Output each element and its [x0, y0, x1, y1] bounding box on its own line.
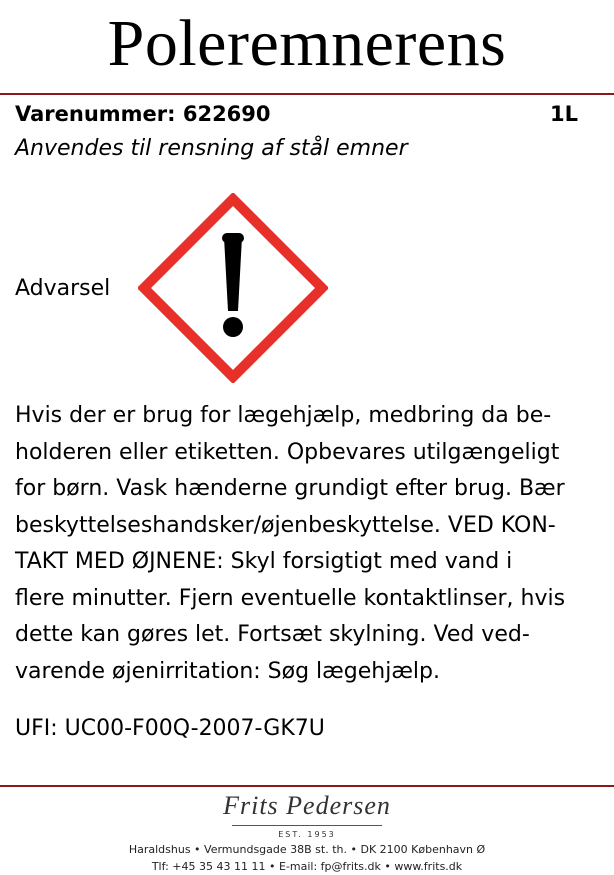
usage-description: Anvendes til rensning af stål emner	[15, 136, 408, 161]
top-divider	[0, 93, 614, 95]
statement-line: TAKT MED ØJNENE: Skyl forsigtigt med vand i	[15, 549, 513, 574]
statement-line: Hvis der er brug for lægehjælp, medbring da be-	[15, 403, 552, 428]
company-contact: Tlf: +45 35 43 11 11 • E-mail: fp@frits.dk • www.frits.dk	[151, 860, 463, 873]
brand-name: Frits Pedersen	[223, 791, 391, 820]
precautionary-statements	[15, 398, 600, 690]
logo-divider	[232, 825, 382, 826]
company-address: Haraldshus • Vermundsgade 38B st. th. • DK 2100 København Ø	[128, 843, 486, 856]
statement-line: for børn. Vask hænderne grundigt efter brug. Bær	[15, 476, 565, 501]
established-year: EST. 1953	[278, 830, 336, 839]
statement-line: flere minutter. Fjern eventuelle kontaktlinser, hvis	[15, 585, 566, 611]
ghs-exclamation-mark-icon	[138, 193, 328, 383]
statement-line: holderen eller etiketten. Opbevares utilgængeligt	[15, 439, 560, 465]
company-logo	[0, 790, 614, 839]
statement-line: varende øjenirritation: Søg lægehjælp.	[15, 658, 440, 684]
signal-word: Advarsel	[15, 276, 111, 301]
bottom-divider	[0, 785, 614, 787]
item-number: Varenummer: 622690	[15, 102, 271, 126]
product-title: Poleremnerens	[107, 7, 507, 80]
volume: 1L	[550, 102, 578, 126]
item-row	[15, 99, 578, 129]
statement-line: beskyttelseshandsker/øjenbeskyttelse. VED KON-	[15, 512, 556, 538]
ufi-code: UFI: UC00-F00Q-2007-GK7U	[15, 716, 325, 741]
statement-line: dette kan gøres let. Fortsæt skylning. Ved ved-	[15, 622, 530, 647]
